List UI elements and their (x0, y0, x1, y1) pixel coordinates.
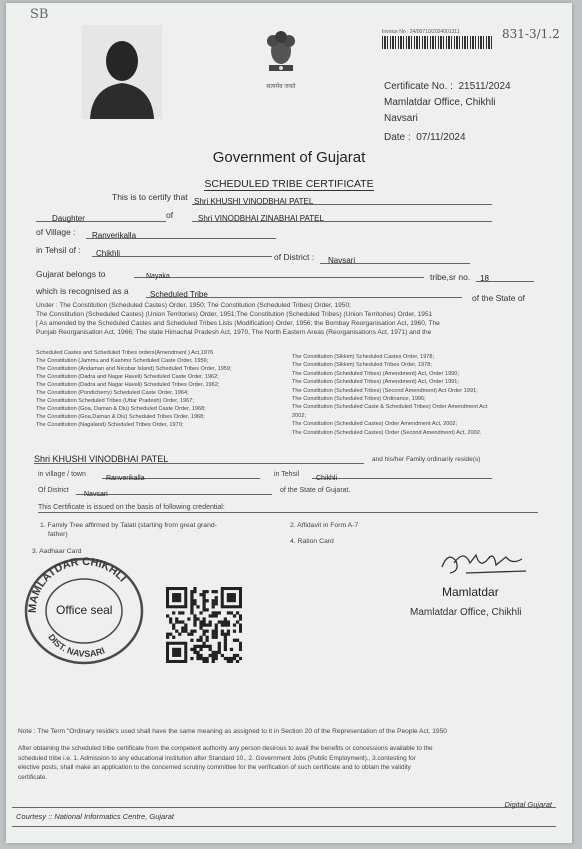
certificate-meta (384, 79, 511, 146)
note-after-line: scheduled tribe i.e. 1. Admission to any educational institution after Standard 10., 2. Government Jobs (Public Employment)., 3.contesting for (18, 754, 416, 762)
residence-village-line (102, 467, 260, 482)
office-line-1: Mamlatdar Office, Chikhli (384, 97, 496, 108)
family-text: and his/her Family ordinarily reside(s) (372, 456, 481, 463)
relation: Daughter (52, 214, 85, 223)
order-right-item: The Constitution (Scheduled Caste & Scheduled Tribes) Order Amendment Act (292, 404, 488, 411)
residence-tehsil-label: in Tehsil (274, 471, 300, 478)
credential-item: 4. Ration Card (290, 538, 334, 545)
certify-label: This is to certify that (112, 192, 188, 202)
under-line-3: [ As amended by the Scheduled Castes and Scheduled Tribes Lists (Modification) Order, 1956; the Bombay Reorganisation Act, 1960, The (36, 320, 440, 327)
order-right-item: The Constitution (Scheduled Tribes) (Second Amendment) Act Order 1991; (292, 387, 478, 394)
order-left-item: The Constitution (Jammu and Kashmir Scheduled Caste Order, 1956; (36, 358, 209, 364)
under-line-4: Punjab Reorganisation Act, 1966; The state Himachal Pradesh Act, 1970, The North Eastern Areas (Reorganisations Act, 1971) and the (36, 329, 432, 336)
tribe-name: Nayaka (146, 273, 170, 280)
tribe-line (134, 265, 424, 278)
signature (436, 543, 536, 583)
tehsil-line (92, 243, 272, 257)
tribe-no: 18 (480, 274, 489, 283)
applicant-photo (82, 25, 162, 119)
signatory-title: Mamlatdar (442, 585, 499, 599)
recognised-label: which is recognised as a (36, 286, 129, 296)
footer-bar (12, 800, 556, 827)
signatory-office: Mamlatdar Office, Chikhli (410, 607, 522, 618)
note-after-line: elective posts, shall make an application to the concerned scrutiny committee for the verification of such certificate and to obtain the validity (18, 764, 411, 771)
residence-name-line (34, 449, 364, 464)
certificate-date: 07/11/2024 (416, 132, 466, 143)
order-left-item: The Constitution (Dadra and Nagar Haveli) Scheduled Tribes Order, 1962; (36, 382, 220, 388)
order-right-item: The Constitution (Sikkim) Scheduled Tribes Order, 1978; (292, 362, 432, 369)
of-label: of (166, 210, 174, 220)
village-label: of Village : (36, 227, 76, 237)
certificate-page (6, 3, 572, 843)
residence-village: Ranverikalla (106, 475, 145, 482)
seal-center-text: Office seal (56, 603, 113, 617)
residence-village-label: in village / town (38, 471, 86, 478)
order-left-item: The Constitution Scheduled Tribes (Uttar Pradesh) Order, 1967; (36, 398, 194, 404)
ashoka-emblem-icon (261, 25, 301, 77)
residence-tehsil-line (312, 467, 492, 482)
state-of-label: of the State of (472, 293, 525, 303)
gujarat-label: Gujarat belongs to (36, 269, 106, 279)
order-right-item: The Constitution (Scheduled Tribes) (Amendment) Act, Order 1991; (292, 379, 459, 386)
seal-bottom-text: DIST. NAVSARI (46, 632, 107, 659)
qr-code-icon (166, 587, 242, 663)
seal-top-text: MAMLATDAR CHIKHLI (26, 555, 129, 614)
credential-item: father) (48, 531, 68, 538)
order-right-item: The Constitution (Scheduled Tribes) (Amendment) Act, Order 1990; (292, 370, 459, 377)
certificate-no: 21511/2024 (458, 81, 511, 92)
residence-district: Navsari (84, 491, 108, 498)
page-title: Government of Gujarat (212, 149, 366, 166)
district-line (320, 250, 470, 264)
orders-right (292, 353, 554, 437)
residence-state-text: of the State of Gujarat. (280, 487, 351, 494)
recognised-as: Scheduled Tribe (150, 290, 208, 299)
relation-line (36, 208, 166, 222)
barcode-text: Invoice No : 24/00710/2024001311 (382, 29, 460, 35)
office-seal (20, 553, 150, 665)
note-text: Note : The Term "Ordinary reside's used shall have the same meaning as assigned to it in Section 20 of the Representation of the People Act, 1950 (18, 728, 447, 735)
date-label: Date : (384, 132, 411, 143)
father-name: Shri VINODBHAI ZINABHAI PATEL (198, 214, 324, 223)
credential-item: 1. Family Tree affirmed by Talati (starting from great grand- (40, 522, 217, 529)
seal-stamp-icon (20, 553, 150, 665)
village: Ranverikalla (92, 231, 137, 240)
name-line (192, 191, 492, 205)
barcode-bars (382, 36, 494, 49)
credential-item: 3. Aadhaar Card (32, 548, 82, 555)
tribe-no-line (476, 268, 534, 282)
note-after-line: After obtaining the scheduled tribe certificate from the competent authority any person desirous to avail the benefits or concessions available to the (18, 745, 433, 752)
corner-mark: SB (30, 7, 49, 22)
order-left-item: Scheduled Castes and Scheduled Tribes orders(Amendment ) Act,1976 (36, 350, 214, 356)
subtitle-wrap (6, 174, 572, 192)
footer-courtesy: Courtesy :: National Informatics Centre, Gujarat (16, 812, 174, 821)
order-left-item: The Constitution (Goa, Daman & Diu) Scheduled Caste Order, 1968; (36, 406, 206, 412)
order-left-item: The Constitution (Pondicherry) Scheduled Caste Order, 1964; (36, 390, 189, 396)
order-right-item: The Constitution (Scheduled Castes) Order (Second Amendment) Act, 2002. (292, 429, 482, 436)
credentials-divider (38, 511, 538, 513)
handwritten-ref: 831-3/1.2 (502, 27, 560, 41)
certificate-no-label: Certificate No. : (384, 81, 453, 92)
recognised-line (146, 284, 462, 298)
residence-tehsil: Chikhli (316, 475, 338, 482)
note-after-line: certificate. (18, 773, 48, 781)
father-line (192, 208, 492, 222)
tehsil: Chikhli (96, 249, 121, 258)
order-right-item: The Constitution (Sikkim) Scheduled Castes Order, 1978; (292, 354, 435, 360)
tehsil-label: in Tehsil of : (36, 245, 81, 255)
under-line-1: Under : The Constitution (Scheduled Castes) Order, 1950; The Constitution (Scheduled Tribes) Order, 1950; (36, 302, 351, 309)
order-left-item: The Constitution (Andaman and Nicobar Island) Scheduled Tribes Order, 1959; (36, 366, 232, 372)
residence-district-line (76, 483, 272, 498)
under-line-2: The Constitution (Scheduled Castes) (Union Territories) Order, 1951;The Constitution (Scheduled Tribes) (Union Territories) Order, 1951 (36, 311, 433, 318)
order-left-item: The Constitution (Dadra and Nagar Haveli) Scheduled Caste Order, 1962; (36, 374, 219, 380)
certificate-subtitle: SCHEDULED TRIBE CERTIFICATE (204, 178, 374, 190)
note-after (18, 744, 564, 782)
village-line (86, 225, 276, 239)
signature-mark-icon (436, 543, 536, 583)
order-right-item: 2002; (292, 412, 306, 419)
order-left-item: The Constitution (Goa,Daman & Diu) Scheduled Tribes Order, 1968; (36, 414, 205, 420)
residence-district-label: Of District (38, 487, 69, 494)
district-label: of District : (274, 252, 315, 262)
barcode (382, 29, 494, 49)
order-left-item: The Constitution (Nagaland) Scheduled Tribes Order, 1970; (36, 422, 184, 428)
orders-left (36, 349, 286, 429)
tribe-no-label: tribe,sr no. (430, 272, 471, 282)
under-text (36, 301, 556, 337)
credentials-intro: This Certificate is issued on the basis of following credential: (38, 504, 225, 511)
residence-name: Shri KHUSHI VINODBHAI PATEL (34, 454, 169, 464)
qr-code (166, 587, 242, 663)
district: Navsari (328, 256, 356, 265)
credential-item: 2. Affidavit in Form A-7 (290, 522, 359, 529)
footer-brand: Digital Gujarat (504, 800, 552, 809)
applicant-name: Shri KHUSHI VINODBHAI PATEL (194, 197, 314, 206)
order-right-item: The Constitution (Scheduled Tribes) Ordinance, 1996; (292, 396, 426, 403)
order-right-item: The Constitution (Scheduled Castes) Order Amendment Act, 2002; (292, 421, 458, 428)
state-emblem (256, 25, 306, 95)
emblem-caption: सत्यमेव जयते (266, 84, 296, 90)
office-line-2: Navsari (384, 113, 418, 124)
